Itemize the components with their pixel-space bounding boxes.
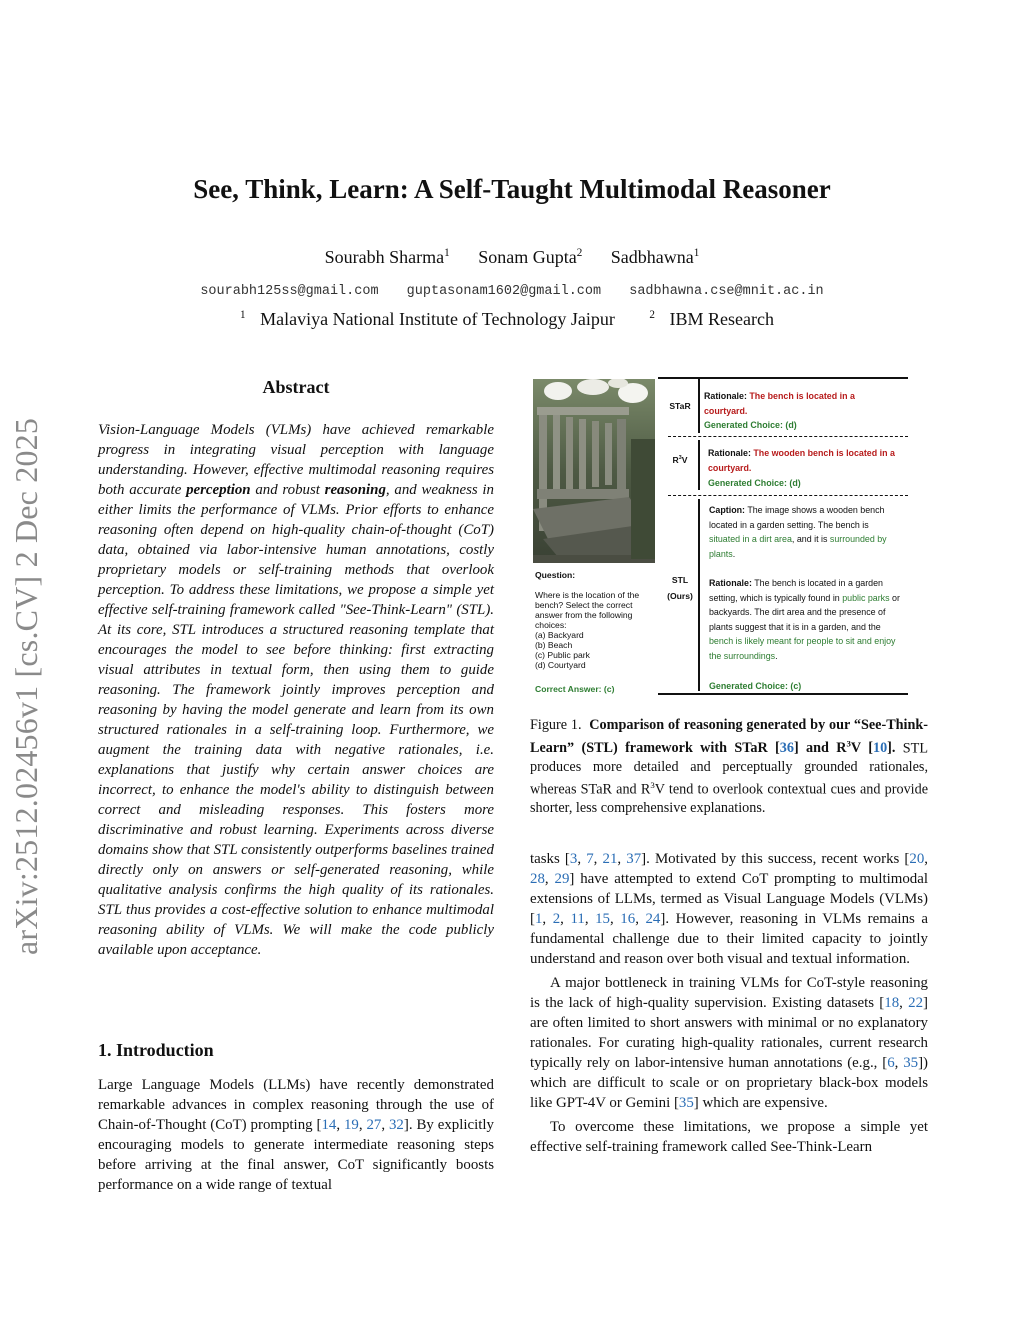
email: guptasonam1602@gmail.com bbox=[406, 284, 602, 299]
citation-link[interactable]: 18 bbox=[884, 995, 900, 1011]
row-label-stl: STL (Ours) bbox=[667, 575, 693, 601]
choice-item: (d) Courtyard bbox=[535, 660, 586, 670]
citation-link[interactable]: 16 bbox=[620, 911, 636, 927]
citation-link[interactable]: 1 bbox=[534, 911, 543, 927]
body-paragraph: A major bottleneck in training VLMs for CoT-style reasoning is the lack of high-quality supervision. Existing datasets [18, 22] are often limited to short answers with minimal or no explanatory rationales. For curating high-quality rationales, current research typically rely on labor-intensive human annotations (e.g., [6, 35]) which are difficult to scale or on proprietary black-box models like GPT-4V or Gemini [35] which are expensive. bbox=[530, 975, 928, 1111]
question-block bbox=[535, 570, 653, 694]
row-separator bbox=[668, 495, 908, 496]
right-column-text bbox=[530, 849, 928, 1161]
citation-link[interactable]: 29 bbox=[554, 871, 570, 887]
citation-link[interactable]: 35 bbox=[903, 1055, 919, 1071]
email-list bbox=[0, 284, 1024, 299]
citation-link[interactable]: 11 bbox=[570, 911, 585, 927]
choice-item: (b) Beach bbox=[535, 640, 573, 650]
body-paragraph: tasks [3, 7, 21, 37]. Motivated by this success, recent works [20, 28, 29] have attempted to extend CoT prompting to multimodal extensions of LLMs, termed as Visual Language Models (VLMs) [1, 2, 11, 15, 16, 24]. However, reasoning in VLMs remains a fundamental challenge due to their limited capacity to jointly understand and reason over both visual and textual information. bbox=[530, 851, 929, 967]
citation-link[interactable]: 36 bbox=[779, 740, 794, 757]
stl-rationale: Rationale: The bench is located in a garden setting, which is typically found in public parks or backyards. The dirt area and the presence of plants suggest that it is in a garden, and the bench is likely meant for people to sit and enjoy the surroundings. bbox=[709, 578, 900, 661]
author-list bbox=[0, 247, 1024, 268]
section-heading: 1. Introduction bbox=[98, 1040, 214, 1060]
citation-link[interactable]: 32 bbox=[388, 1117, 404, 1133]
citation-link[interactable]: 37 bbox=[626, 851, 642, 867]
top-rule bbox=[658, 377, 908, 379]
star-choice: Generated Choice: (d) bbox=[704, 420, 797, 430]
citation-link[interactable]: 20 bbox=[909, 851, 925, 867]
citation-link[interactable]: 19 bbox=[343, 1117, 359, 1133]
citation-link[interactable]: 24 bbox=[645, 911, 661, 927]
r3v-rationale: Rationale: The wooden bench is located in a courtyard. bbox=[708, 448, 895, 473]
citation-link[interactable]: 27 bbox=[366, 1117, 382, 1133]
citation-link[interactable]: 14 bbox=[321, 1117, 337, 1133]
affiliation: $^2$ IBM Research bbox=[649, 309, 774, 329]
stl-choice: Generated Choice: (c) bbox=[709, 681, 802, 691]
choice-item: (a) Backyard bbox=[535, 630, 584, 640]
arxiv-identifier: arXiv:2512.02456v1 [cs.CV] 2 Dec 2025 bbox=[8, 417, 44, 955]
row-label-star: STaR bbox=[669, 401, 691, 411]
abstract-text: Vision-Language Models (VLMs) have achieved remarkable progress in integrating visual perception with language understanding. However, effective multimodal reasoning requires both accurate perception and robust reasoning, and weakness in either limits the performance of VLMs. Prior efforts to enhance reasoning often depend on high-quality chain-of-thought (CoT) data, obtained via labor-intensive human annotations, costly proprietary models or self-training methods that overlook perception. To address these limitations, we propose a simple yet effective self-training framework called "See-Think-Learn" (STL). At its core, STL introduces a structured reasoning template that encourages the model to see before thinking: first extracting visual attributes in textual form, then using them to guide reasoning. The framework jointly improves perception and reasoning by having the model generate and learn from its own structured rationales in a self-training loop. Furthermore, we augment the training data with negative rationales, i.e. explanations that justify why certain answer choices are incorrect, to enhance the model's ability to distinguish between correct and misleading responses. This fosters more discriminative and robust learning. Experiments across diverse domains show that STL consistently outperforms baselines trained directly only on answers or self-generated reasoning, while qualitative analysis confirms the high quality of its rationales. STL thus provides a cost-effective solution to enhance multimodal reasoning ability of VLMs. We will make the code publicly available upon acceptance. bbox=[98, 422, 495, 958]
citation-link[interactable]: 15 bbox=[595, 911, 610, 927]
intro-paragraph: Large Language Models (LLMs) have recently demonstrated remarkable advances in complex reasoning through the use of Chain-of-Thought (CoT) prompting [14, 19, 27, 32]. By explicitly encouraging models to generate intermediate reasoning steps before arriving at the final answer, CoT significantly boosts performance on a wide range of textual bbox=[98, 1077, 494, 1193]
abstract-heading: Abstract bbox=[262, 377, 330, 397]
row-separator bbox=[668, 436, 908, 437]
figure-1 bbox=[533, 377, 908, 695]
question-label: Question: bbox=[535, 570, 576, 580]
citation-link[interactable]: 35 bbox=[678, 1095, 694, 1111]
affiliation-list bbox=[0, 309, 1024, 330]
citation-link[interactable]: 6 bbox=[887, 1055, 895, 1071]
author: Sourabh Sharma$^1$ bbox=[324, 247, 450, 267]
row-label-r3v: $R^3V$ bbox=[672, 455, 688, 465]
choice-item: (c) Public park bbox=[535, 650, 590, 660]
email: sadbhawna.cse@mnit.ac.in bbox=[629, 284, 824, 299]
citation-link[interactable]: 10 bbox=[872, 740, 888, 757]
citation-link[interactable]: 3 bbox=[569, 851, 578, 867]
citation-link[interactable]: 22 bbox=[908, 995, 924, 1011]
body-paragraph: To overcome these limitations, we propose a simple yet effective self-training framework called See-Think-Learn bbox=[530, 1119, 928, 1155]
stl-caption: Caption: The image shows a wooden bench located in a garden setting. The bench is situated in a dirt area, and it is surrounded by plants. bbox=[709, 505, 887, 559]
question-text: Where is the location of the bench? Select the correct answer from the following choices: bbox=[535, 590, 640, 630]
bench-photo bbox=[533, 379, 655, 563]
column-divider bbox=[698, 440, 700, 490]
author: Sonam Gupta$^2$ bbox=[478, 247, 583, 267]
email: sourabh125ss@gmail.com bbox=[200, 284, 379, 299]
author: Sadbhawna$^1$ bbox=[610, 247, 700, 267]
figure-caption: Figure 1. Comparison of reasoning generated by our “See-Think-Learn” (STL) framework with STaR [36] and $R^3V$ [10]. STL produces more detailed and perceptually grounded rationales, whereas STaR and $R^3V$ tend to overlook contextual cues and provide shorter, less comprehensive explanations. bbox=[530, 717, 929, 817]
paper-title: See, Think, Learn: A Self-Taught Multimodal Reasoner bbox=[193, 174, 831, 204]
r3v-choice: Generated Choice: (d) bbox=[708, 478, 801, 488]
citation-link[interactable]: 28 bbox=[530, 871, 545, 887]
citation-link[interactable]: 2 bbox=[552, 911, 561, 927]
correct-answer: Correct Answer: (c) bbox=[535, 684, 615, 694]
star-rationale: Rationale: The bench is located in a courtyard. bbox=[704, 391, 855, 416]
citation-link[interactable]: 7 bbox=[586, 851, 594, 867]
citation-link[interactable]: 21 bbox=[602, 851, 618, 867]
affiliation: $^1$ Malaviya National Institute of Technology Jaipur bbox=[240, 309, 615, 329]
